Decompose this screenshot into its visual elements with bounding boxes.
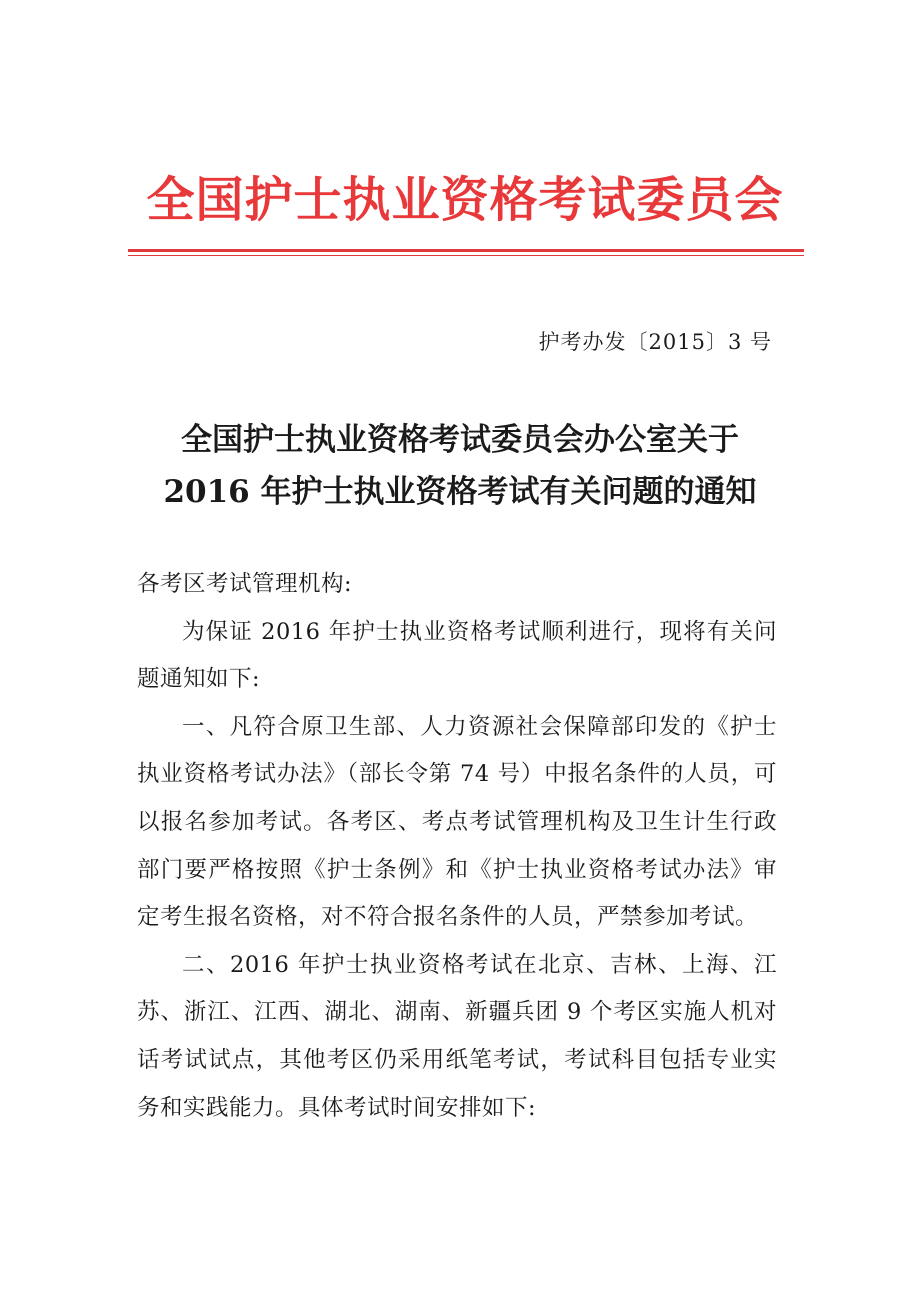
- paragraph-item-2: 二、2016 年护士执业资格考试在北京、吉林、上海、江苏、浙江、江西、湖北、湖南、新疆兵团 9 个考区实施人机对话考试试点，其他考区仍采用纸笔考试，考试科目包括专业实务和实践能力。具体考试时间安排如下:: [137, 951, 777, 1121]
- header-rule-thick: [128, 249, 804, 252]
- document-title-line-2: 2016 年护士执业资格考试有关问题的通知: [163, 474, 757, 510]
- document-body: [137, 561, 777, 1132]
- salutation: 各考区考试管理机构:: [137, 571, 353, 597]
- document-title-line-1: 全国护士执业资格考试委员会办公室关于: [181, 422, 739, 458]
- document-title: [100, 414, 820, 518]
- organization-header: 全国护士执业资格考试委员会: [146, 172, 784, 228]
- document-number: 护考办发〔2015〕3 号: [538, 330, 772, 354]
- paragraph-intro: 为保证 2016 年护士执业资格考试顺利进行，现将有关问题通知如下:: [137, 618, 777, 693]
- header-rule-thin: [128, 255, 804, 256]
- paragraph-item-1: 一、凡符合原卫生部、人力资源社会保障部印发的《护士执业资格考试办法》（部长令第 74 号）中报名条件的人员，可以报名参加考试。各考区、考点考试管理机构及卫生计生行政部门要严格按照《护士条例》和《护士执业资格考试办法》审定考生报名资格，对不符合报名条件的人员，严禁参加考试。: [137, 713, 777, 931]
